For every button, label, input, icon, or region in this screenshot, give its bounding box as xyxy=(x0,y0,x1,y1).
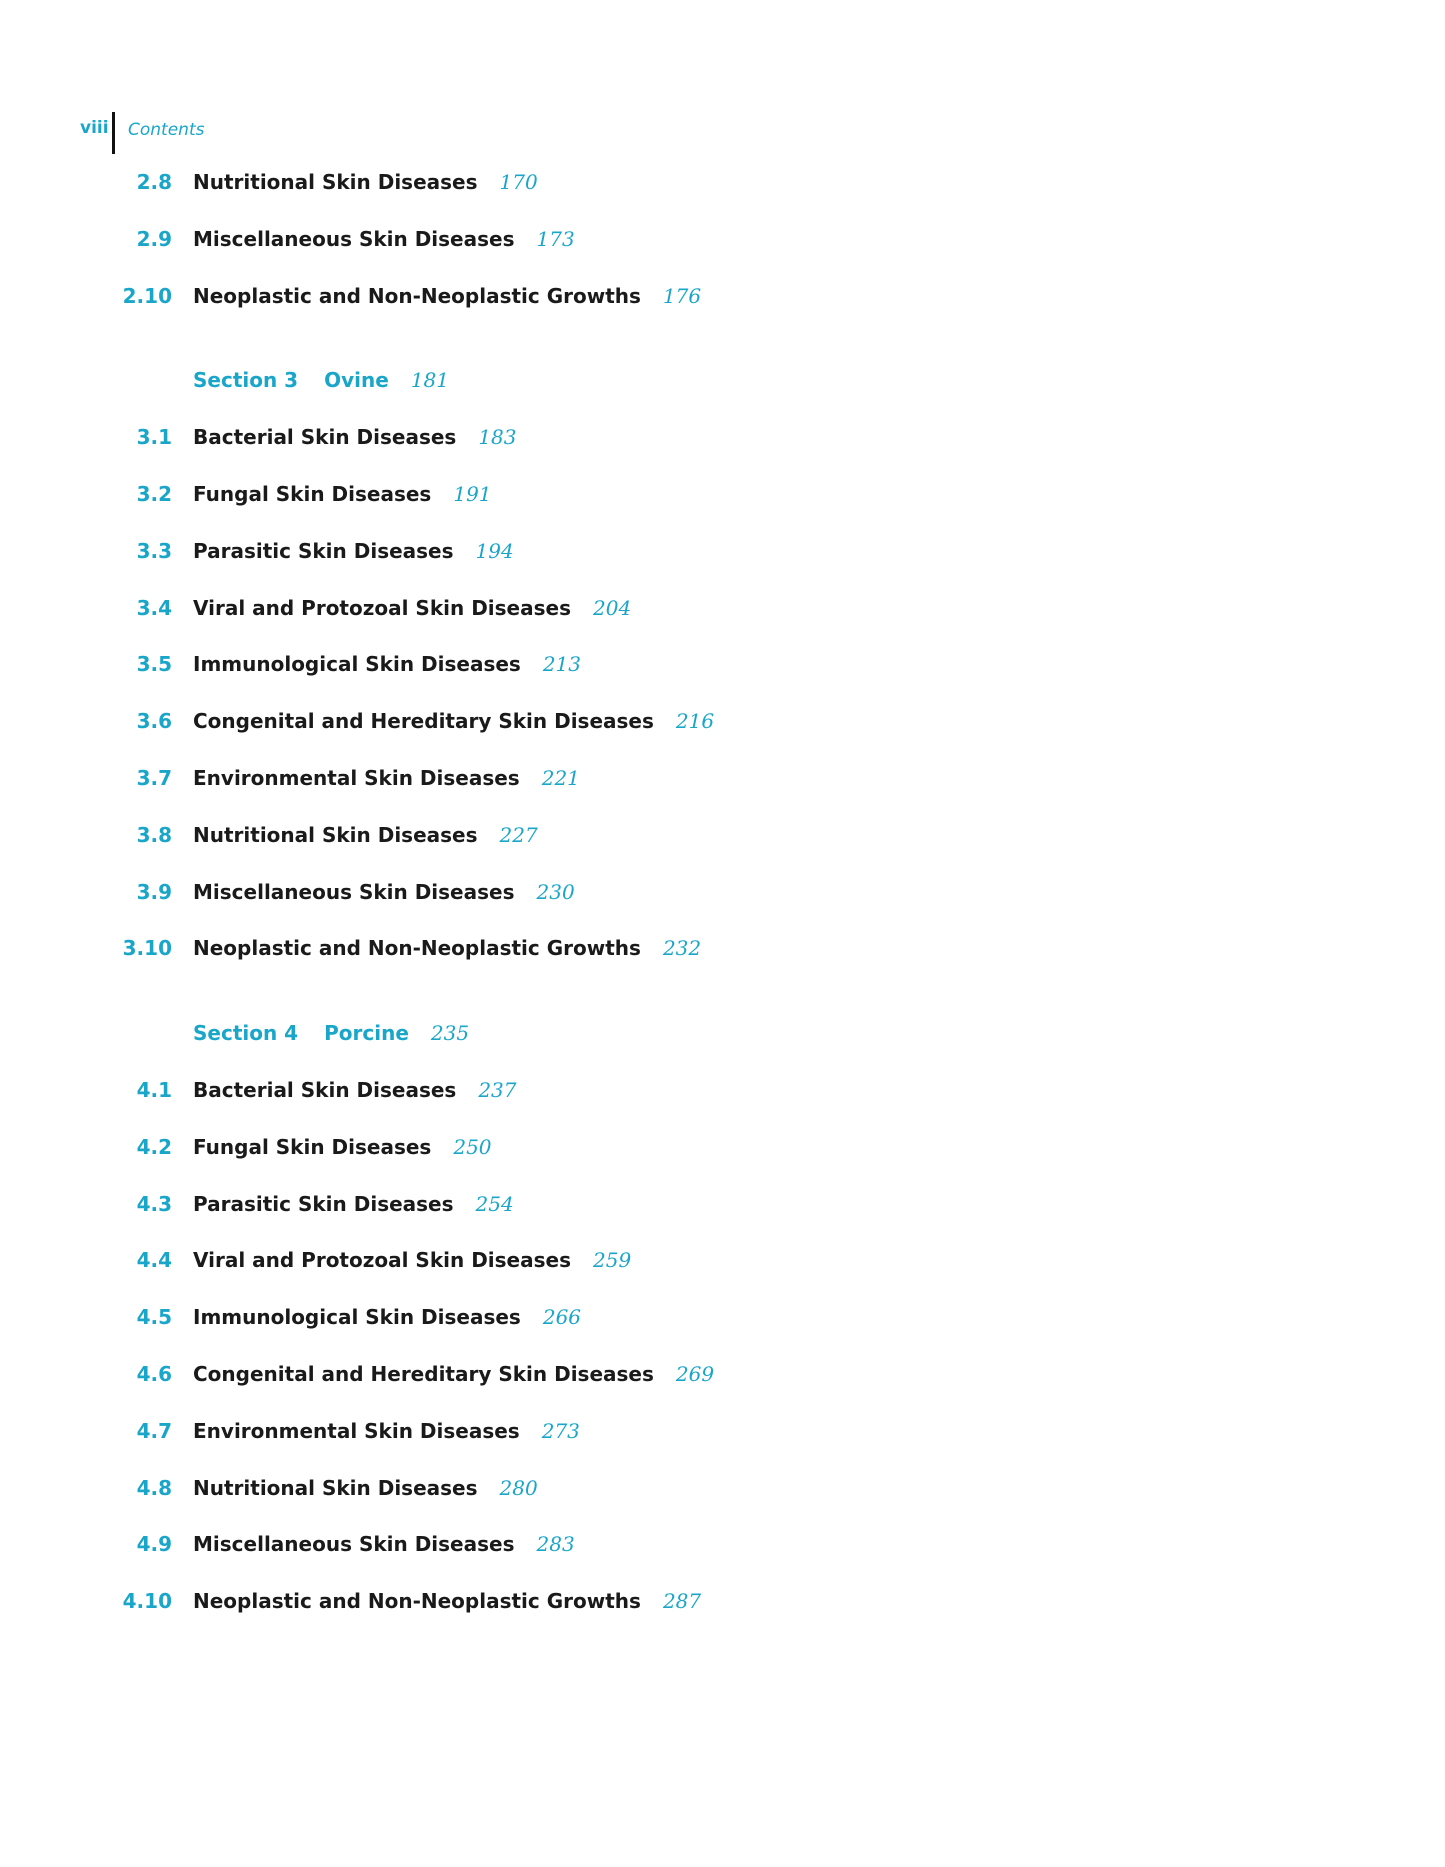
chapter-number: 4.9 xyxy=(136,1532,172,1557)
section-label: Section 3 xyxy=(193,368,299,393)
toc-entry-text xyxy=(193,1358,714,1392)
chapter-title: Immunological Skin Diseases xyxy=(193,1305,521,1330)
page-number: 232 xyxy=(662,936,702,961)
section-label: Section 4 xyxy=(193,1021,299,1046)
page-number: 254 xyxy=(475,1191,514,1216)
toc-entry-text xyxy=(193,1188,514,1222)
chapter-number: 3.2 xyxy=(136,482,172,506)
chapter-title: Neoplastic and Non-Neoplastic Growths xyxy=(193,283,641,308)
chapter-number: 3.3 xyxy=(136,538,172,563)
toc-entry-text xyxy=(193,705,714,739)
page-number: 183 xyxy=(478,425,517,450)
toc-entry-text xyxy=(193,819,538,853)
toc-entry-text xyxy=(193,1301,581,1335)
chapter-number: 3.4 xyxy=(136,595,172,620)
toc-entry-text xyxy=(193,280,701,314)
chapter-number: 3.6 xyxy=(136,709,172,734)
chapter-number: 3.10 xyxy=(122,936,172,961)
chapter-title: Congenital and Hereditary Skin Diseases xyxy=(193,709,654,734)
chapter-title: Miscellaneous Skin Diseases xyxy=(193,1532,515,1557)
chapter-title: Neoplastic and Non-Neoplastic Growths xyxy=(193,936,641,961)
page-number: 259 xyxy=(593,1248,632,1273)
section-heading-text xyxy=(193,364,449,398)
chapter-title: Fungal Skin Diseases xyxy=(193,482,432,506)
page-number: 221 xyxy=(541,766,580,790)
page-folio: viii xyxy=(80,118,109,138)
chapter-number: 2.9 xyxy=(136,226,172,251)
chapter-number: 4.8 xyxy=(136,1475,172,1500)
chapter-number: 3.8 xyxy=(136,822,172,847)
page-number: 170 xyxy=(499,170,538,194)
page-number: 173 xyxy=(536,226,575,251)
page-number: 287 xyxy=(662,1589,702,1614)
page-number: 227 xyxy=(499,822,538,847)
toc-entry-text xyxy=(193,478,492,512)
toc-entry-text xyxy=(193,1472,538,1506)
chapter-title: Parasitic Skin Diseases xyxy=(193,1191,454,1216)
page-number: 237 xyxy=(478,1078,517,1102)
chapter-title: Nutritional Skin Diseases xyxy=(193,1475,478,1500)
chapter-number: 4.10 xyxy=(122,1589,172,1614)
page-number: 191 xyxy=(453,482,492,506)
page-number: 269 xyxy=(675,1362,715,1386)
toc-entry-text xyxy=(193,166,538,200)
page-number: 250 xyxy=(453,1134,492,1159)
chapter-title: Neoplastic and Non-Neoplastic Growths xyxy=(193,1589,641,1614)
section-name: Porcine xyxy=(324,1021,409,1046)
page-number: 216 xyxy=(675,709,715,734)
chapter-title: Bacterial Skin Diseases xyxy=(193,425,457,450)
chapter-number: 3.5 xyxy=(136,652,172,677)
toc-entry-text xyxy=(193,876,575,910)
page-number: 283 xyxy=(536,1532,575,1557)
page-number: 230 xyxy=(536,879,575,904)
section-page-number: 235 xyxy=(430,1021,470,1046)
chapter-number: 2.10 xyxy=(122,283,172,308)
chapter-number: 4.2 xyxy=(136,1134,172,1159)
chapter-title: Congenital and Hereditary Skin Diseases xyxy=(193,1362,654,1386)
toc-entry-text xyxy=(193,1528,575,1562)
toc-entry-text xyxy=(193,762,580,796)
chapter-number: 4.7 xyxy=(136,1418,172,1443)
section-page-number: 181 xyxy=(410,368,449,393)
chapter-number: 4.6 xyxy=(136,1362,172,1386)
chapter-title: Parasitic Skin Diseases xyxy=(193,538,454,563)
chapter-title: Bacterial Skin Diseases xyxy=(193,1078,457,1102)
page-number: 280 xyxy=(499,1475,538,1500)
chapter-number: 2.8 xyxy=(136,170,172,194)
chapter-title: Viral and Protozoal Skin Diseases xyxy=(193,595,571,620)
chapter-title: Nutritional Skin Diseases xyxy=(193,170,478,194)
page-number: 266 xyxy=(542,1305,582,1330)
toc-entry-text xyxy=(193,648,581,682)
chapter-number: 3.7 xyxy=(136,766,172,790)
chapter-title: Miscellaneous Skin Diseases xyxy=(193,226,515,251)
running-head-rule xyxy=(112,112,115,154)
section-heading-text xyxy=(193,1017,469,1051)
chapter-title: Environmental Skin Diseases xyxy=(193,1418,520,1443)
page-number: 273 xyxy=(541,1418,580,1443)
running-head-title: Contents xyxy=(128,120,205,140)
chapter-title: Environmental Skin Diseases xyxy=(193,766,520,790)
chapter-number: 4.5 xyxy=(136,1305,172,1330)
chapter-title: Miscellaneous Skin Diseases xyxy=(193,879,515,904)
toc-entry-text xyxy=(193,535,514,569)
chapter-number: 4.3 xyxy=(136,1191,172,1216)
toc-entry-text xyxy=(193,223,575,257)
chapter-title: Immunological Skin Diseases xyxy=(193,652,521,677)
toc-entry-text xyxy=(193,1244,631,1278)
page-number: 204 xyxy=(593,595,632,620)
toc-entry-text xyxy=(193,592,631,626)
chapter-title: Fungal Skin Diseases xyxy=(193,1134,432,1159)
chapter-title: Nutritional Skin Diseases xyxy=(193,822,478,847)
toc-entry-text xyxy=(193,1585,701,1619)
toc-entry-text xyxy=(193,1131,492,1165)
page-number: 213 xyxy=(542,652,582,677)
toc-entry-text xyxy=(193,932,701,966)
chapter-number: 4.4 xyxy=(136,1248,172,1273)
toc-entry-text xyxy=(193,1074,517,1108)
chapter-number: 3.9 xyxy=(136,879,172,904)
page-number: 194 xyxy=(475,538,514,563)
chapter-number: 3.1 xyxy=(136,425,172,450)
toc-entry-text xyxy=(193,421,517,455)
toc-entry-text xyxy=(193,1415,580,1449)
chapter-title: Viral and Protozoal Skin Diseases xyxy=(193,1248,571,1273)
section-name: Ovine xyxy=(324,368,389,393)
page-number: 176 xyxy=(662,283,702,308)
chapter-number: 4.1 xyxy=(136,1078,172,1102)
